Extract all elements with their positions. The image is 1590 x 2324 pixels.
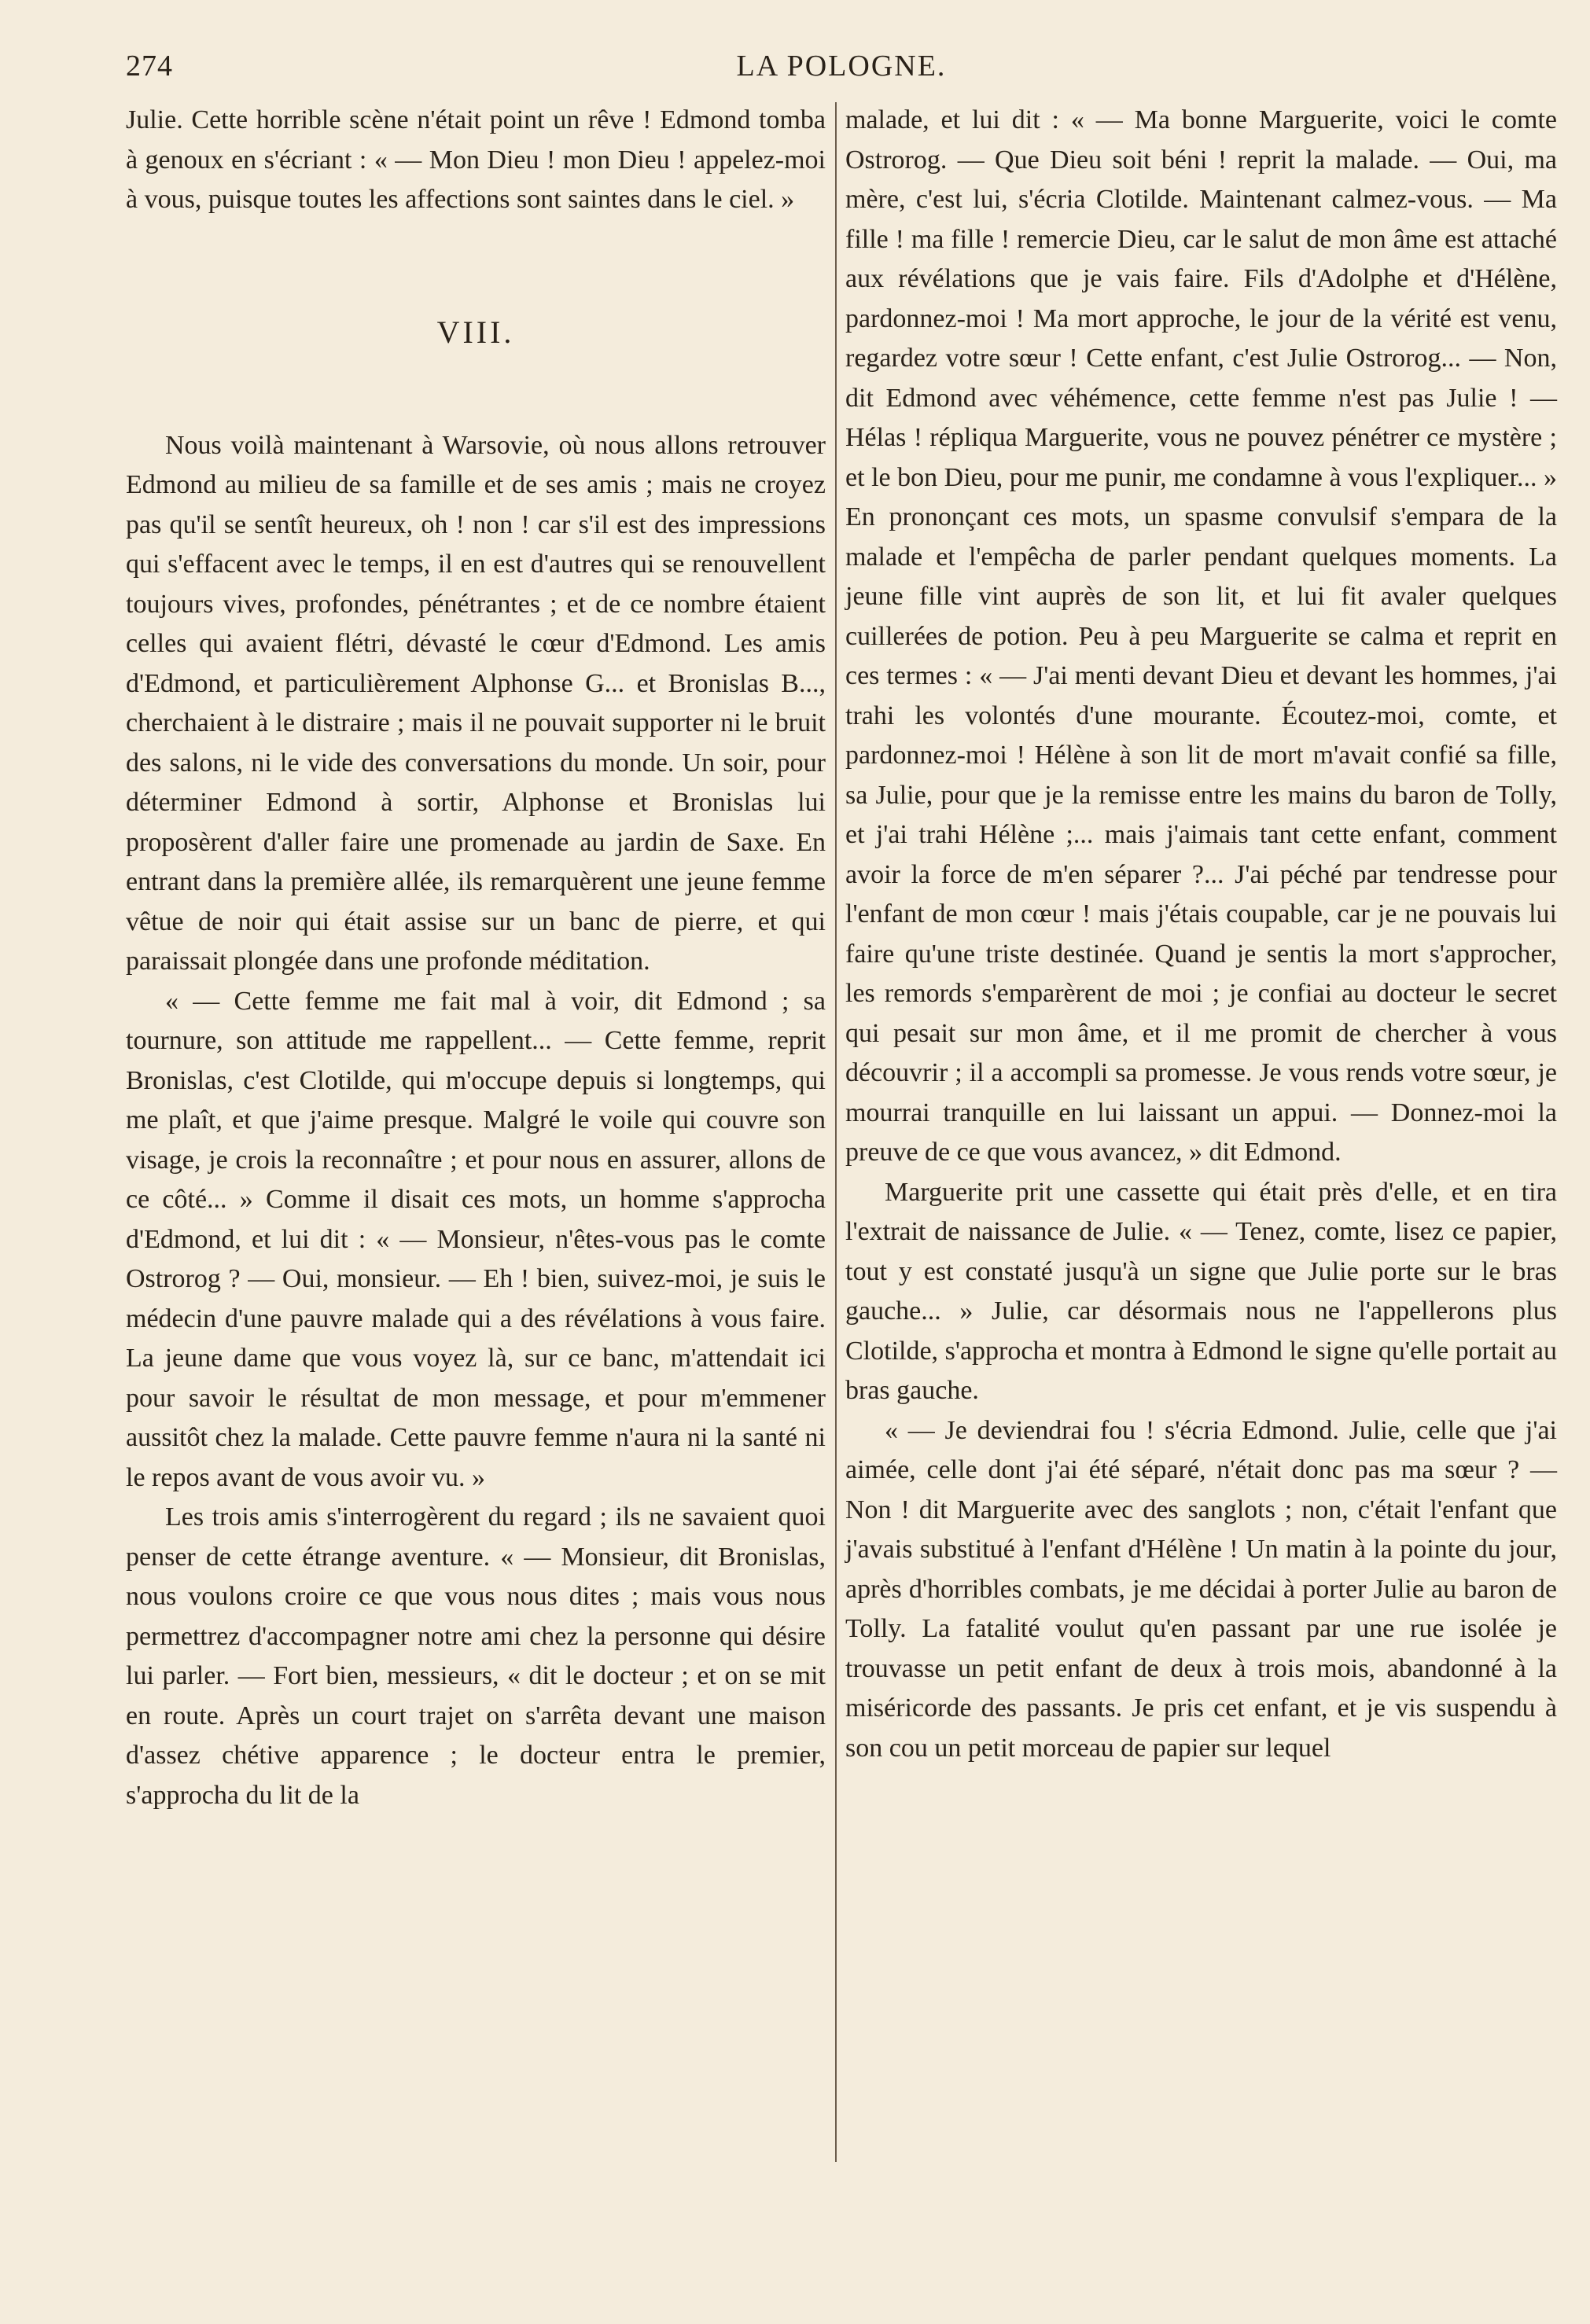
paragraph: Marguerite prit une cassette qui était près d'elle, et en tira l'extrait de naissance de Julie. « — Tenez, comte, lisez ce papier, tout y est constaté jusqu'à un signe que Julie porte sur le bras gauche... » Julie, car désormais nous ne l'appellerons plus Clotilde, s'approcha et montra à Edmond le signe qu'elle portait au bras gauche. [845, 1177, 1557, 1405]
paragraph: Les trois amis s'interrogèrent du regard ; ils ne savaient quoi penser de cette étrange aventure. « — Monsieur, dit Bronislas, nous voulons croire ce que vous nous dites ; mais vous nous permettrez d'accompagner notre ami chez la personne qui désire lui parler. — Fort bien, messieurs, « dit le docteur ; et on se mit en route. Après un court trajet on s'arrêta devant une maison d'assez chétive apparence ; le docteur entra le premier, s'approcha du lit de la [126, 1502, 826, 1810]
running-title: LA POLOGNE. [736, 50, 947, 83]
left-column [126, 101, 826, 1815]
right-column [845, 101, 1557, 1768]
page-header [126, 49, 1557, 96]
column-divider [835, 102, 837, 2162]
paragraph: Julie. Cette horrible scène n'était point un rêve ! Edmond tomba à genoux en s'écriant : « — Mon Dieu ! mon Dieu ! appelez-moi à vous, puisque toutes les affections sont saintes dans le ciel. » [126, 105, 826, 214]
paragraph: « — Cette femme me fait mal à voir, dit Edmond ; sa tournure, son attitude me rappellent... — Cette femme, reprit Bronislas, c'est Clotilde, qui m'occupe depuis si longtemps, qui me plaît, et que j'aime presque. Malgré le voile qui couvre son visage, je crois la reconnaître ; et pour nous en assurer, allons de ce côté... » Comme il disait ces mots, un homme s'approcha d'Edmond, et lui dit : « — Monsieur, n'êtes-vous pas le comte Ostrorog ? — Oui, monsieur. — Eh ! bien, suivez-moi, je suis le médecin d'une pauvre malade qui a des révélations à vous faire. La jeune dame que vous voyez là, sur ce banc, m'attendait ici pour savoir le résultat de mon message, et pour m'emmener aussitôt chez la malade. Cette pauvre femme n'aura ni la santé ni le repos avant de vous avoir vu. » [126, 986, 826, 1492]
paragraph: Nous voilà maintenant à Warsovie, où nous allons retrouver Edmond au milieu de sa famille et de ses amis ; mais ne croyez pas qu'il se sentît heureux, oh ! non ! car s'il est des impressions qui s'effacent avec le temps, il en est d'autres qui se renouvellent toujours vives, profondes, pénétrantes ; et de ce nombre étaient celles qui avaient flétri, dévasté le cœur d'Edmond. Les amis d'Edmond, et particulièrement Alphonse G... et Bronislas B..., cherchaient à le distraire ; mais il ne pouvait supporter ni le bruit des salons, ni le vide des conversations du monde. Un soir, pour déterminer Edmond à sortir, Alphonse et Bronislas lui proposèrent d'aller faire une promenade au jardin de Saxe. En entrant dans la première allée, ils remarquèrent une jeune femme vêtue de noir qui était assise sur un banc de pierre, et qui paraissait plongée dans une profonde méditation. [126, 430, 826, 976]
paragraph: « — Je deviendrai fou ! s'écria Edmond. Julie, celle que j'ai aimée, celle dont j'ai été séparé, n'était donc pas ma sœur ? — Non ! dit Marguerite avec des sanglots ; non, c'était l'enfant que j'avais substitué à l'enfant d'Hélène ! Un matin à la pointe du jour, après d'horribles combats, je me décidai à porter Julie au baron de Tolly. La fatalité voulut qu'en passant par une rue isolée je trouvasse un petit enfant de deux à trois mois, abandonné à la miséricorde des passants. Je pris cet enfant, et je vis suspendu à son cou un petit morceau de papier sur lequel [845, 1415, 1557, 1763]
paragraph: malade, et lui dit : « — Ma bonne Marguerite, voici le comte Ostrorog. — Que Dieu soit béni ! reprit la malade. — Oui, ma mère, c'est lui, s'écria Clotilde. Maintenant calmez-vous. — Ma fille ! ma fille ! remercie Dieu, car le salut de mon âme est attaché aux révélations que je vais faire. Fils d'Adolphe et d'Hélène, pardonnez-moi ! Ma mort approche, le jour de la vérité est venu, regardez votre sœur ! Cette enfant, c'est Julie Ostrorog... — Non, dit Edmond avec véhémence, cette femme n'est pas Julie ! — Hélas ! répliqua Marguerite, vous ne pouvez pénétrer ce mystère ; et le bon Dieu, pour me punir, me condamne à vous l'expliquer... » En prononçant ces mots, un spasme convulsif s'empara de la malade et l'empêcha de parler pendant quelques moments. La jeune fille vint auprès de son lit, et lui fit avaler quelques cuillerées de potion. Peu à peu Marguerite se calma et reprit en ces termes : « — J'ai menti devant Dieu et devant les hommes, j'ai trahi les volontés d'une mourante. Écoutez-moi, comte, et pardonnez-moi ! Hélène à son lit de mort m'avait confié sa fille, sa Julie, pour que je la remisse entre les mains du baron de Tolly, et j'ai trahi Hélène ;... mais j'aimais tant cette enfant, comment avoir la force de m'en séparer ?... J'ai péché par tendresse pour l'enfant de mon cœur ! mais j'étais coupable, car je ne pouvais lui faire qu'une triste destinée. Quand je sentis la mort s'approcher, les remords s'emparèrent de moi ; je confiai au docteur le secret qui pesait sur mon âme, et il me promit de chercher à vous découvrir ; il a accompli sa promesse. Je vous rends votre sœur, je mourrai tranquille en lui laissant un appui. — Donnez-moi la preuve de ce que vous avancez, » dit Edmond. [845, 105, 1557, 1167]
chapter-heading: VIII. [436, 314, 515, 350]
page-number: 274 [126, 50, 173, 83]
